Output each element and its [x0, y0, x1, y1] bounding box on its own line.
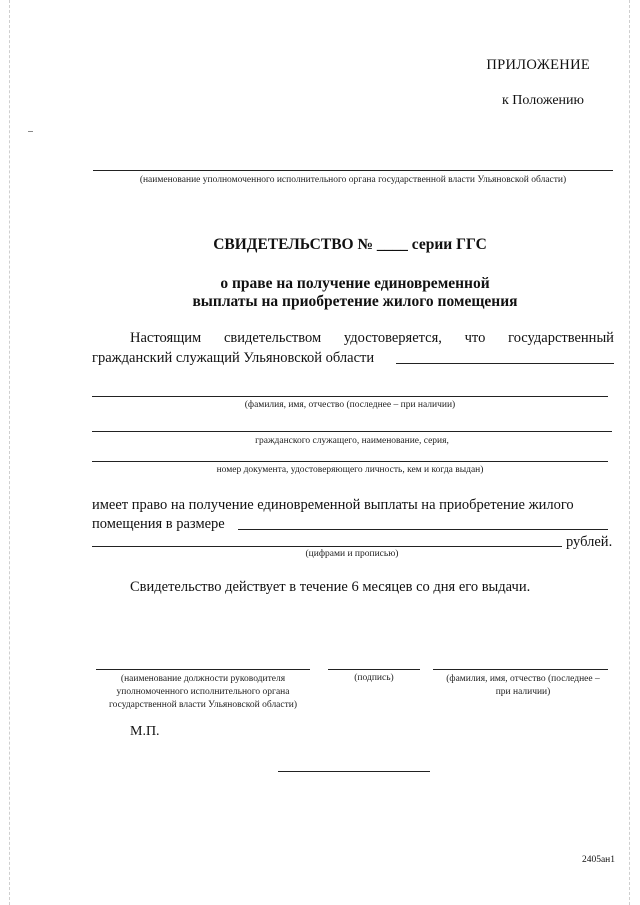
- signature-caption: (подпись): [354, 673, 394, 683]
- certificate-title: СВИДЕТЕЛЬСТВО № ____ серии ГГС: [213, 236, 487, 253]
- to-regulation-label: к Положению: [501, 93, 584, 108]
- certificate-subtitle-line2: выплаты на приобретение жилого помещения: [192, 293, 518, 310]
- entitlement-line2: помещения в размере: [92, 516, 225, 532]
- statement-word: удостоверяется,: [343, 330, 442, 346]
- name-line: [433, 669, 608, 670]
- rubles-label: рублей.: [566, 534, 613, 550]
- left-scan-edge: [9, 0, 10, 905]
- name-caption: [425, 673, 621, 699]
- authority-line: [93, 170, 613, 171]
- amount-line-inline: [238, 529, 608, 530]
- servant-details-caption: гражданского служащего, наименование, серия,: [255, 436, 449, 446]
- statement-word: свидетельством: [224, 330, 322, 346]
- position-line: [96, 669, 310, 670]
- entitlement-line1: имеет право на получение единовременной выплаты на приобретение жилого: [92, 497, 574, 513]
- digits-caption: (цифрами и прописью): [305, 549, 399, 559]
- document-line: [92, 461, 608, 462]
- position-caption: [86, 673, 320, 712]
- certificate-subtitle-line1: о праве на получение единовременной: [220, 275, 490, 292]
- statement-word: что: [464, 330, 486, 346]
- position-caption-line3: государственной власти Ульяновской области): [108, 700, 298, 710]
- stamp-place-label: М.П.: [130, 724, 160, 739]
- name-caption-line1: (фамилия, имя, отчество (последнее –: [446, 674, 600, 684]
- fio-caption: (фамилия, имя, отчество (последнее – при наличии): [244, 400, 456, 410]
- statement-word: государственный: [508, 330, 614, 346]
- authority-caption: (наименование уполномоченного исполнительного органа государственной власти Ульяновской области): [139, 175, 567, 185]
- right-scan-edge: [629, 0, 630, 905]
- name-caption-line2: при наличии): [495, 687, 551, 697]
- document-caption: номер документа, удостоверяющего личность, кем и когда выдан): [216, 465, 484, 475]
- bottom-line: [278, 771, 430, 772]
- appendix-label: ПРИЛОЖЕНИЕ: [486, 57, 590, 73]
- amount-line: [92, 546, 562, 547]
- left-margin-mark: [28, 131, 33, 132]
- certificate-statement: [130, 328, 614, 348]
- statement-word: Настоящим: [130, 330, 202, 346]
- servant-details-line: [92, 431, 612, 432]
- position-caption-line1: (наименование должности руководителя: [120, 674, 286, 684]
- document-code: 2405ан1: [581, 855, 615, 865]
- statement-line2: гражданский служащий Ульяновской области: [92, 350, 375, 366]
- position-caption-line2: уполномоченного исполнительного органа: [116, 687, 290, 697]
- servant-name-line-inline: [396, 363, 614, 364]
- fio-line: [92, 396, 608, 397]
- signature-line: [328, 669, 420, 670]
- validity-statement: Свидетельство действует в течение 6 месяцев со дня его выдачи.: [130, 579, 531, 595]
